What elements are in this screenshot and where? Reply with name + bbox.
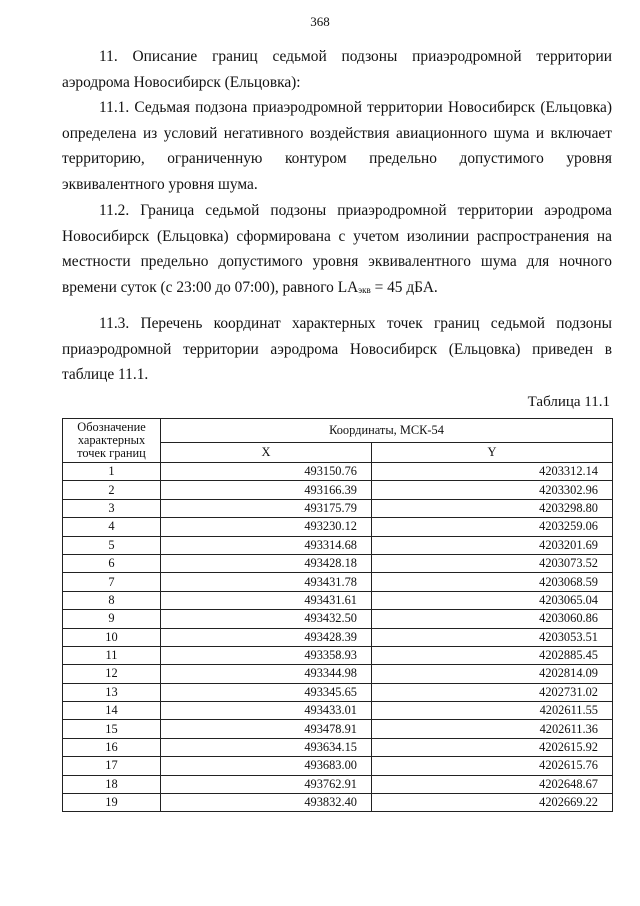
- cell-x: 493432.50: [161, 610, 372, 628]
- cell-x: 493478.91: [161, 720, 372, 738]
- table-row: [63, 610, 613, 628]
- table-row: [63, 665, 613, 683]
- table-row: [63, 481, 613, 499]
- cell-x: 493150.76: [161, 463, 372, 481]
- cell-y: 4203259.06: [372, 518, 613, 536]
- cell-point-number: 10: [63, 628, 161, 646]
- cell-point-number: 6: [63, 554, 161, 572]
- cell-x: 493175.79: [161, 499, 372, 517]
- cell-x: 493431.78: [161, 573, 372, 591]
- table-row: [63, 463, 613, 481]
- cell-point-number: 12: [63, 665, 161, 683]
- table-row: [63, 499, 613, 517]
- paragraph-11-3: 11.3. Перечень координат характерных точек границ седьмой подзоны приаэродромной территории аэродрома Новосибирск (Ельцовка) приведен в таблице 11.1.: [62, 315, 612, 383]
- cell-y: 4202814.09: [372, 665, 613, 683]
- cell-x: 493344.98: [161, 665, 372, 683]
- cell-y: 4202669.22: [372, 794, 613, 812]
- paragraph-11-2-tail: = 45 дБА.: [370, 278, 438, 296]
- cell-y: 4203298.80: [372, 499, 613, 517]
- cell-y: 4203073.52: [372, 554, 613, 572]
- paragraph-11-2-text: 11.2. Граница седьмой подзоны приаэродромной территории аэродрома Новосибирск (Ельцовка) сформирована с учетом изолинии распространения на местности предельно допустимого уровня эквивалентного шума для ночного времени суток (с 23:00 до 07:00), равного LA: [62, 202, 612, 296]
- cell-x: 493166.39: [161, 481, 372, 499]
- cell-y: 4202885.45: [372, 646, 613, 664]
- cell-point-number: 9: [63, 610, 161, 628]
- cell-x: 493832.40: [161, 794, 372, 812]
- cell-point-number: 1: [63, 463, 161, 481]
- cell-point-number: 15: [63, 720, 161, 738]
- cell-y: 4202648.67: [372, 775, 613, 793]
- cell-x: 493345.65: [161, 683, 372, 701]
- table-caption: Таблица 11.1: [527, 394, 610, 410]
- table-row: [63, 720, 613, 738]
- cell-y: 4202611.36: [372, 720, 613, 738]
- cell-y: 4202611.55: [372, 702, 613, 720]
- cell-x: 493762.91: [161, 775, 372, 793]
- table-row: [63, 702, 613, 720]
- cell-x: 493358.93: [161, 646, 372, 664]
- page-number: 368: [310, 14, 330, 29]
- cell-x: 493431.61: [161, 591, 372, 609]
- cell-y: 4203060.86: [372, 610, 613, 628]
- cell-y: 4203053.51: [372, 628, 613, 646]
- table-row: [63, 518, 613, 536]
- cell-point-number: 11: [63, 646, 161, 664]
- table-row: [63, 757, 613, 775]
- cell-x: 493683.00: [161, 757, 372, 775]
- cell-point-number: 2: [63, 481, 161, 499]
- cell-point-number: 14: [63, 702, 161, 720]
- cell-point-number: 7: [63, 573, 161, 591]
- cell-point-number: 3: [63, 499, 161, 517]
- cell-x: 493314.68: [161, 536, 372, 554]
- cell-y: 4203201.69: [372, 536, 613, 554]
- paragraph-11-1: 11.1. Седьмая подзона приаэродромной территории Новосибирск (Ельцовка) определена из условий негативного воздействия авиационного шума и включает территорию, ограниченную контуром предельно допустимого уровня эквивалентного уровня шума.: [62, 99, 612, 193]
- paragraph-11-2: [62, 198, 612, 303]
- cell-point-number: 13: [63, 683, 161, 701]
- cell-x: 493634.15: [161, 738, 372, 756]
- table-row: [63, 794, 613, 812]
- cell-y: 4203312.14: [372, 463, 613, 481]
- table-row: [63, 775, 613, 793]
- cell-y: 4203065.04: [372, 591, 613, 609]
- table-row: [63, 738, 613, 756]
- header-coordinates: Координаты, МСК-54: [161, 419, 613, 443]
- table-row: [63, 536, 613, 554]
- table-row: [63, 683, 613, 701]
- table-row: [63, 573, 613, 591]
- cell-point-number: 8: [63, 591, 161, 609]
- header-x: X: [161, 443, 372, 463]
- table-row: [63, 646, 613, 664]
- cell-x: 493428.39: [161, 628, 372, 646]
- cell-point-number: 16: [63, 738, 161, 756]
- cell-point-number: 17: [63, 757, 161, 775]
- cell-y: 4202615.92: [372, 738, 613, 756]
- table-body: [63, 463, 613, 812]
- cell-x: 493433.01: [161, 702, 372, 720]
- header-designation: Обозначение характерных точек границ: [63, 419, 161, 463]
- cell-point-number: 19: [63, 794, 161, 812]
- cell-y: 4203302.96: [372, 481, 613, 499]
- cell-y: 4202731.02: [372, 683, 613, 701]
- table-row: [63, 628, 613, 646]
- cell-x: 493230.12: [161, 518, 372, 536]
- cell-point-number: 18: [63, 775, 161, 793]
- cell-y: 4202615.76: [372, 757, 613, 775]
- coordinates-table: [62, 418, 613, 812]
- cell-point-number: 5: [63, 536, 161, 554]
- table-row: [63, 591, 613, 609]
- cell-point-number: 4: [63, 518, 161, 536]
- table-row: [63, 554, 613, 572]
- section-title: 11. Описание границ седьмой подзоны приаэродромной территории аэродрома Новосибирск (Ельцовка):: [62, 48, 612, 91]
- cell-y: 4203068.59: [372, 573, 613, 591]
- la-subscript: экв: [358, 284, 371, 295]
- cell-x: 493428.18: [161, 554, 372, 572]
- header-y: Y: [372, 443, 613, 463]
